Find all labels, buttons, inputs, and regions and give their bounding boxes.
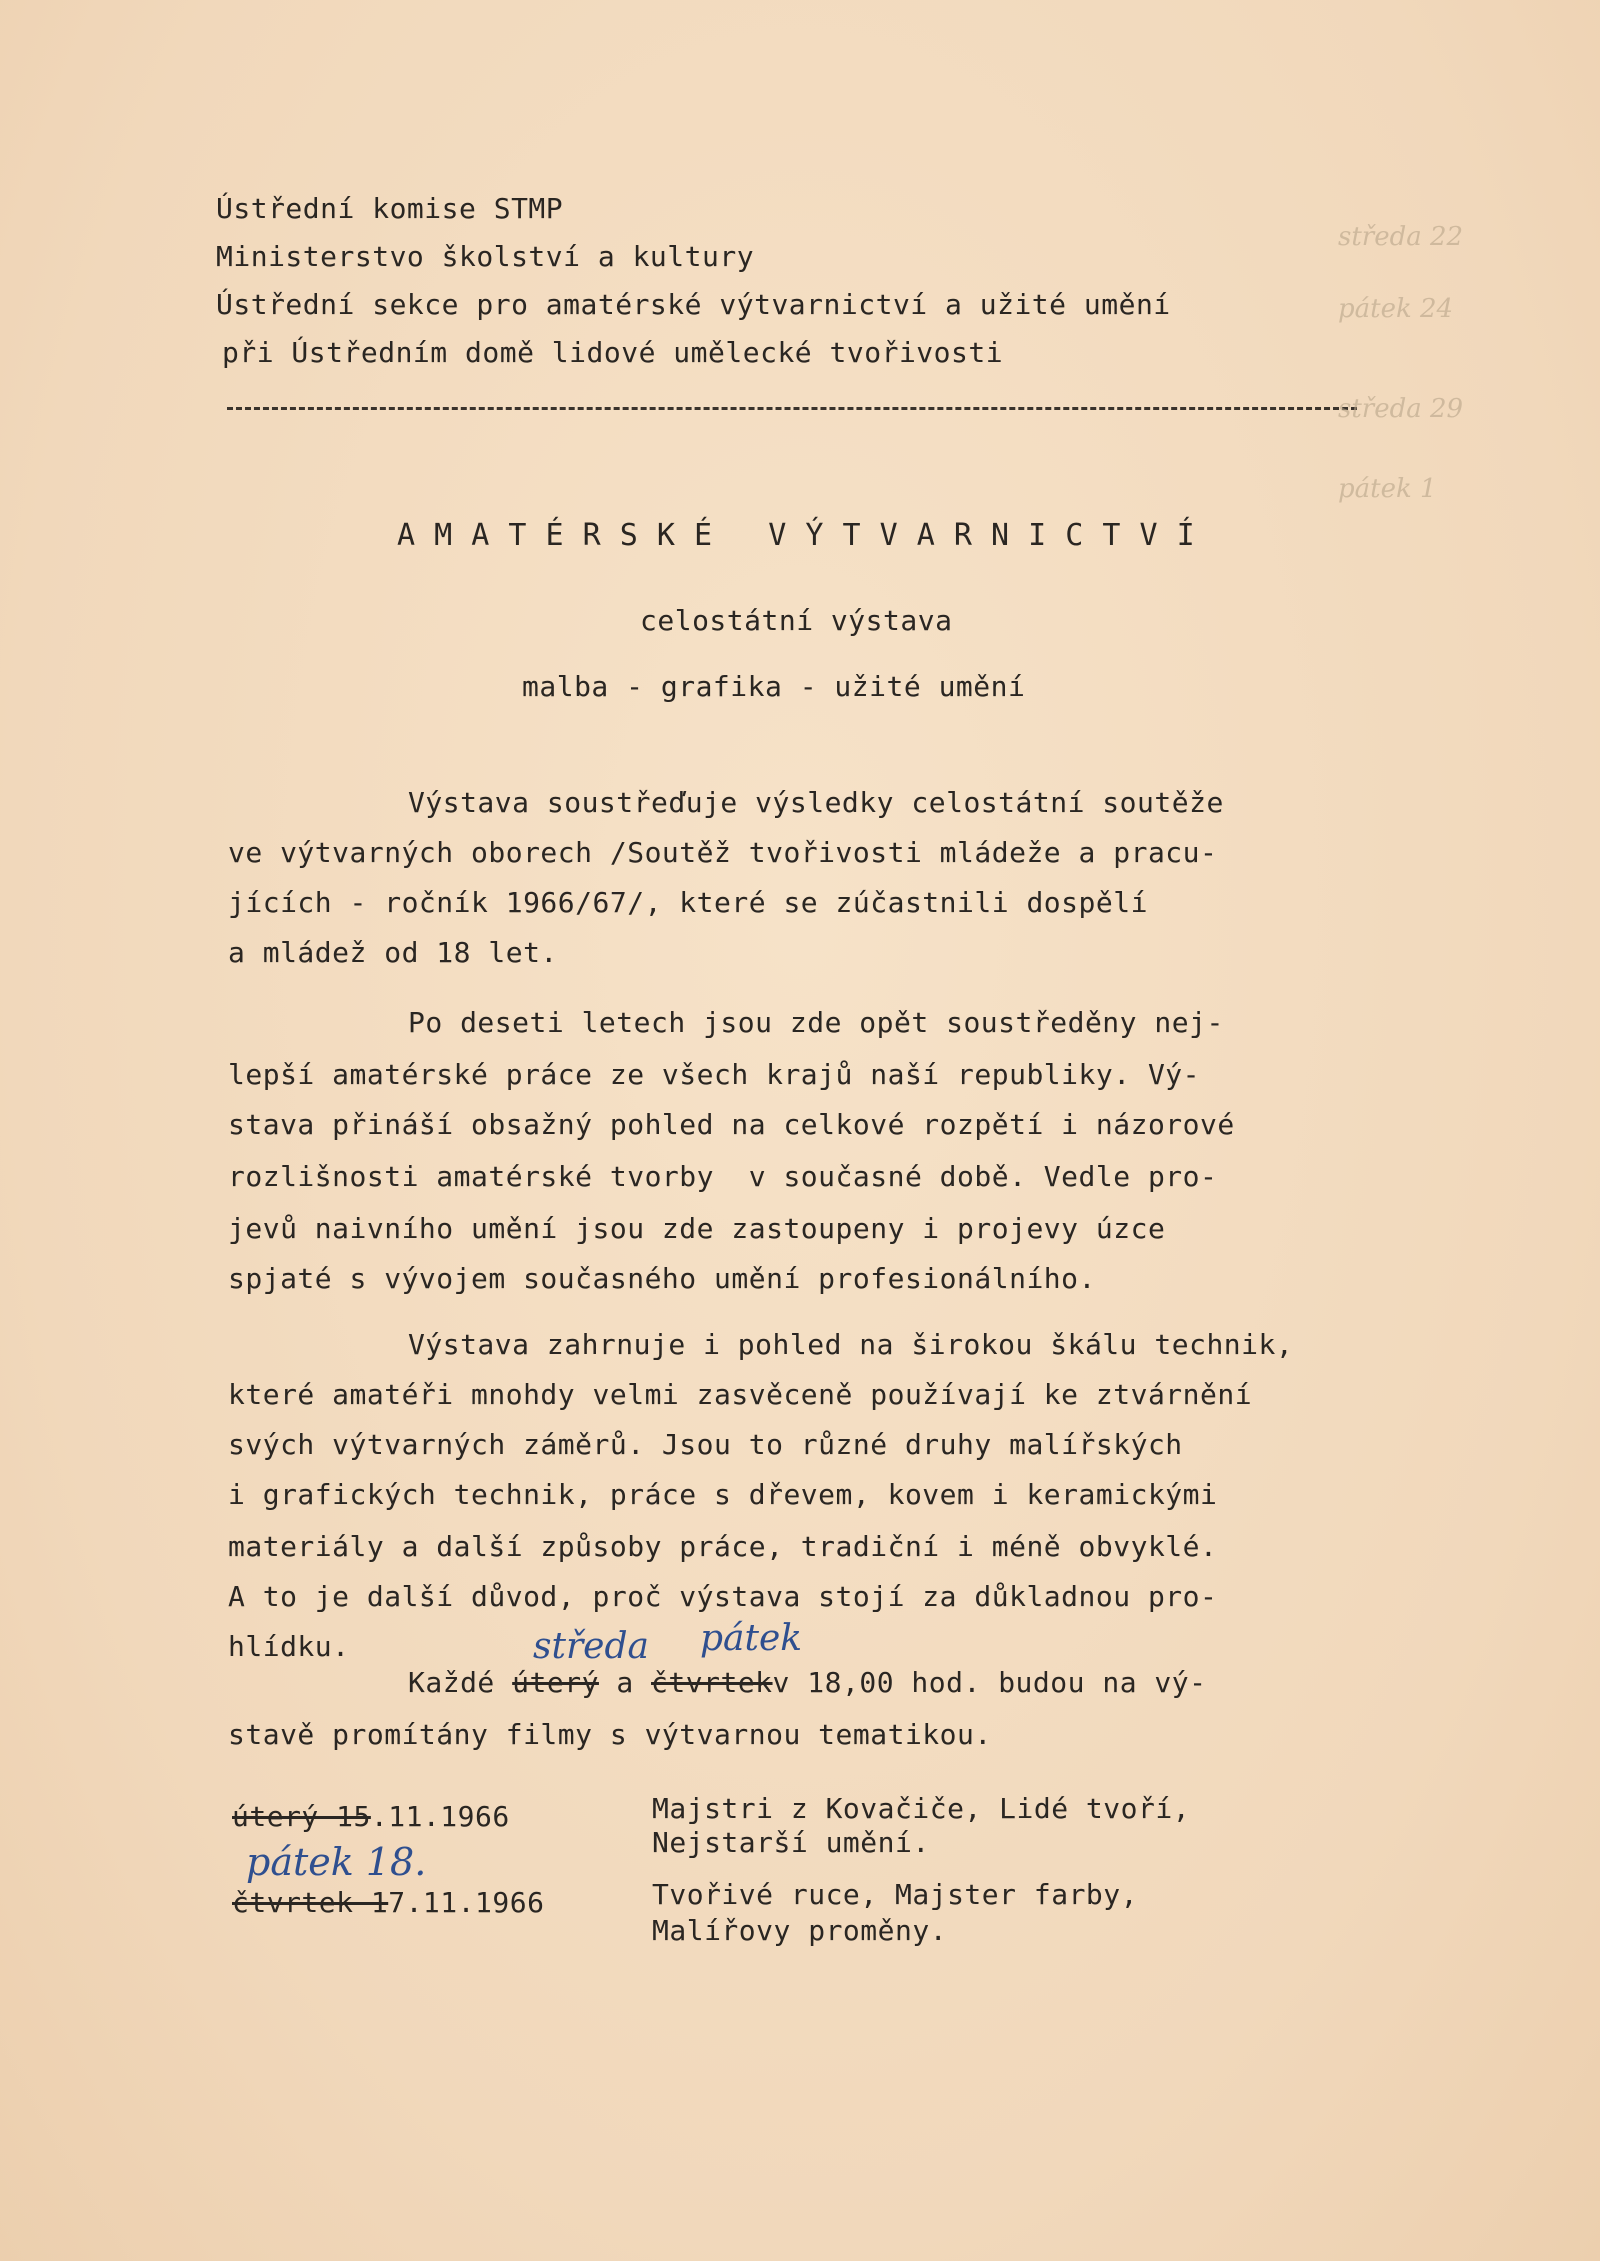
document-subtitle: celostátní výstava [640, 604, 953, 637]
word-kazde: Každé [408, 1666, 495, 1699]
handwritten-correction-day2: pátek [700, 1618, 803, 1659]
schedule-date-2-rest: 7.11.1966 [388, 1886, 545, 1919]
paragraph-3-line: materiály a další způsoby práce, tradiční i méně obvyklé. [228, 1530, 1218, 1563]
schedule-films-2-line: Malířovy proměny. [652, 1914, 948, 1947]
paragraph-3-line: Výstava zahrnuje i pohled na širokou škálu technik, [408, 1328, 1294, 1361]
paragraph-3-line: které amatéři mnohdy velmi zasvěceně používají ke ztvárnění [228, 1378, 1253, 1411]
header-line-1: Ústřední komise STMP [216, 192, 564, 225]
schedule-date-1 [232, 1800, 510, 1833]
paragraph-2-line: stava přináší obsažný pohled na celkové rozpětí i názorové [228, 1108, 1235, 1141]
paragraph-1-line: jících - ročník 1966/67/, které se zúčastnili dospělí [228, 886, 1148, 919]
paragraph-1-line: Výstava soustřeďuje výsledky celostátní soutěže [408, 786, 1224, 819]
document-subsubtitle: malba - grafika - užité umění [522, 670, 1026, 703]
schedule-films-2-line: Tvořivé ruce, Majster farby, [652, 1878, 1139, 1911]
header-line-2: Ministerstvo školství a kultury [216, 240, 755, 273]
margin-mark-2: pátek 24 [1338, 294, 1454, 324]
document-title: A M A T É R S K É V Ý T V A R N I C T V Í [397, 518, 1196, 553]
schedule-films-1-line: Nejstarší umění. [652, 1826, 930, 1859]
schedule-date-2-struck: čtvrtek 1 [232, 1886, 389, 1919]
paragraph-1-line: a mládež od 18 let. [228, 936, 558, 969]
margin-mark-1: středa 22 [1338, 222, 1464, 252]
paragraph-2-line: jevů naivního umění jsou zde zastoupeny i projevy úzce [228, 1212, 1166, 1245]
margin-mark-4: pátek 1 [1338, 474, 1437, 504]
paragraph-3-line: A to je další důvod, proč výstava stojí za důkladnou pro- [228, 1580, 1218, 1613]
paragraph-4-rest: v 18,00 hod. budou na vý- [772, 1666, 1207, 1699]
schedule-date-1-rest: .11.1966 [370, 1800, 510, 1833]
paragraph-2-line: spjaté s vývojem současného umění profesionálního. [228, 1262, 1096, 1295]
paragraph-2-line: rozlišnosti amatérské tvorby v současné době. Vedle pro- [228, 1160, 1218, 1193]
margin-mark-3: středa 29 [1338, 394, 1464, 424]
paragraph-3-line: svých výtvarných záměrů. Jsou to různé druhy malířských [228, 1428, 1183, 1461]
header-line-3: Ústřední sekce pro amatérské výtvarnictví a užité umění [216, 288, 1171, 321]
paragraph-4-line-1 [408, 1666, 1206, 1699]
paragraph-4-line-2: stavě promítány filmy s výtvarnou tematikou. [228, 1718, 992, 1751]
schedule-date-1-struck: úterý 15 [232, 1800, 371, 1833]
paragraph-3-line: hlídku. [228, 1630, 350, 1663]
schedule-date-2 [232, 1886, 544, 1919]
paragraph-2-line: Po deseti letech jsou zde opět soustředěny nej- [408, 1006, 1224, 1039]
paragraph-3-line: i grafických technik, práce s dřevem, kovem i keramickými [228, 1478, 1218, 1511]
schedule-films-1-line: Majstri z Kovačiče, Lidé tvoří, [652, 1792, 1191, 1825]
paragraph-2-line: lepší amatérské práce ze všech krajů naší republiky. Vý- [228, 1058, 1201, 1091]
struck-day-1: úterý [512, 1666, 599, 1699]
word-a: a [616, 1666, 634, 1699]
handwritten-correction-date2: pátek 18. [246, 1840, 427, 1884]
header-line-4: při Ústředním domě lidové umělecké tvořivosti [222, 336, 1004, 369]
header-divider [227, 407, 1357, 410]
paragraph-1-line: ve výtvarných oborech /Soutěž tvořivosti mládeže a pracu- [228, 836, 1218, 869]
struck-day-2: čtvrtek [651, 1666, 773, 1699]
handwritten-correction-day1: středa [533, 1626, 649, 1667]
